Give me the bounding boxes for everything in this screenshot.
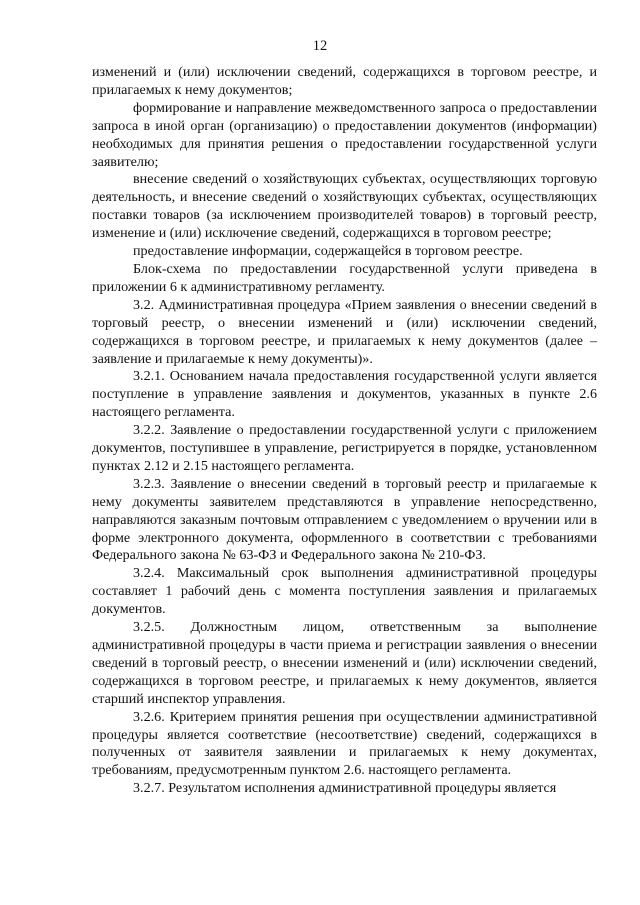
paragraph: формирование и направление межведомственного запроса о предоставлении запроса в иной орган (организацию) о предоставлении документов (информации) необходимых для принятия решения о предоставлении государственной услуги заявителю; [92,99,597,170]
paragraph-3-2-3: 3.2.3. Заявление о внесении сведений в торговый реестр и прилагаемые к нему документы заявителем представляются в управление непосредственно, направляются заказным почтовым отправлением с уведомлением о вручении или в форме электронного документа, оформленного в соответствии с требованиями Федерального закона № 63-ФЗ и Федерального закона № 210-ФЗ. [92,475,597,564]
paragraph-3-2: 3.2. Административная процедура «Прием заявления о внесении сведений в торговый реестр, о внесении изменений и (или) исключении сведений, содержащихся в торговом реестре, и прилагаемых к нему документов (далее – заявление и прилагаемые к нему документы)». [92,296,597,367]
paragraph: внесение сведений о хозяйствующих субъектах, осуществляющих торговую деятельность, и внесение сведений о хозяйствующих субъектах, осуществляющих поставки товаров (за исключением производителей товаров) в торговый реестр, изменение и (или) исключение сведений, содержащихся в торговом реестре; [92,171,597,242]
document-body [92,64,597,798]
paragraph-3-2-6: 3.2.6. Критерием принятия решения при осуществлении административной процедуры является соответствие (несоответствие) сведений, содержащихся в полученных от заявителя заявлении и прилагаемых к нему документах, требованиям, предусмотренным пунктом 2.6. настоящего регламента. [92,708,597,779]
paragraph-3-2-7: 3.2.7. Результатом исполнения административной процедуры является [133,780,557,797]
paragraph-continuation: изменений и (или) исключении сведений, содержащихся в торговом реестре, и прилагаемых к нему документов; [92,64,597,98]
paragraph-3-2-4: 3.2.4. Максимальный срок выполнения административной процедуры составляет 1 рабочий день с момента поступления заявления и прилагаемых документов. [92,565,597,618]
paragraph-3-2-1: 3.2.1. Основанием начала предоставления государственной услуги является поступление в управление заявления и документов, указанных в пункте 2.6 настоящего регламента. [92,368,597,421]
paragraph-3-2-5: 3.2.5. Должностным лицом, ответственным за выполнение административной процедуры в части приема и регистрации заявления о внесении сведений в торговый реестр, о внесении изменений и (или) исключении сведений, содержащихся в торговом реестре, и прилагаемых к нему документов, является старший инспектор управления. [92,619,597,707]
paragraph: Блок-схема по предоставлении государственной услуги приведена в приложении 6 к административному регламенту. [92,260,597,295]
paragraph-3-2-2: 3.2.2. Заявление о предоставлении государственной услуги с приложением документов, поступившее в управление, регистрируется в порядке, установленном пунктах 2.12 и 2.15 настоящего регламента. [92,422,597,474]
paragraph: предоставление информации, содержащейся в торговом реестре. [133,243,523,260]
page-number: 12 [312,38,328,54]
